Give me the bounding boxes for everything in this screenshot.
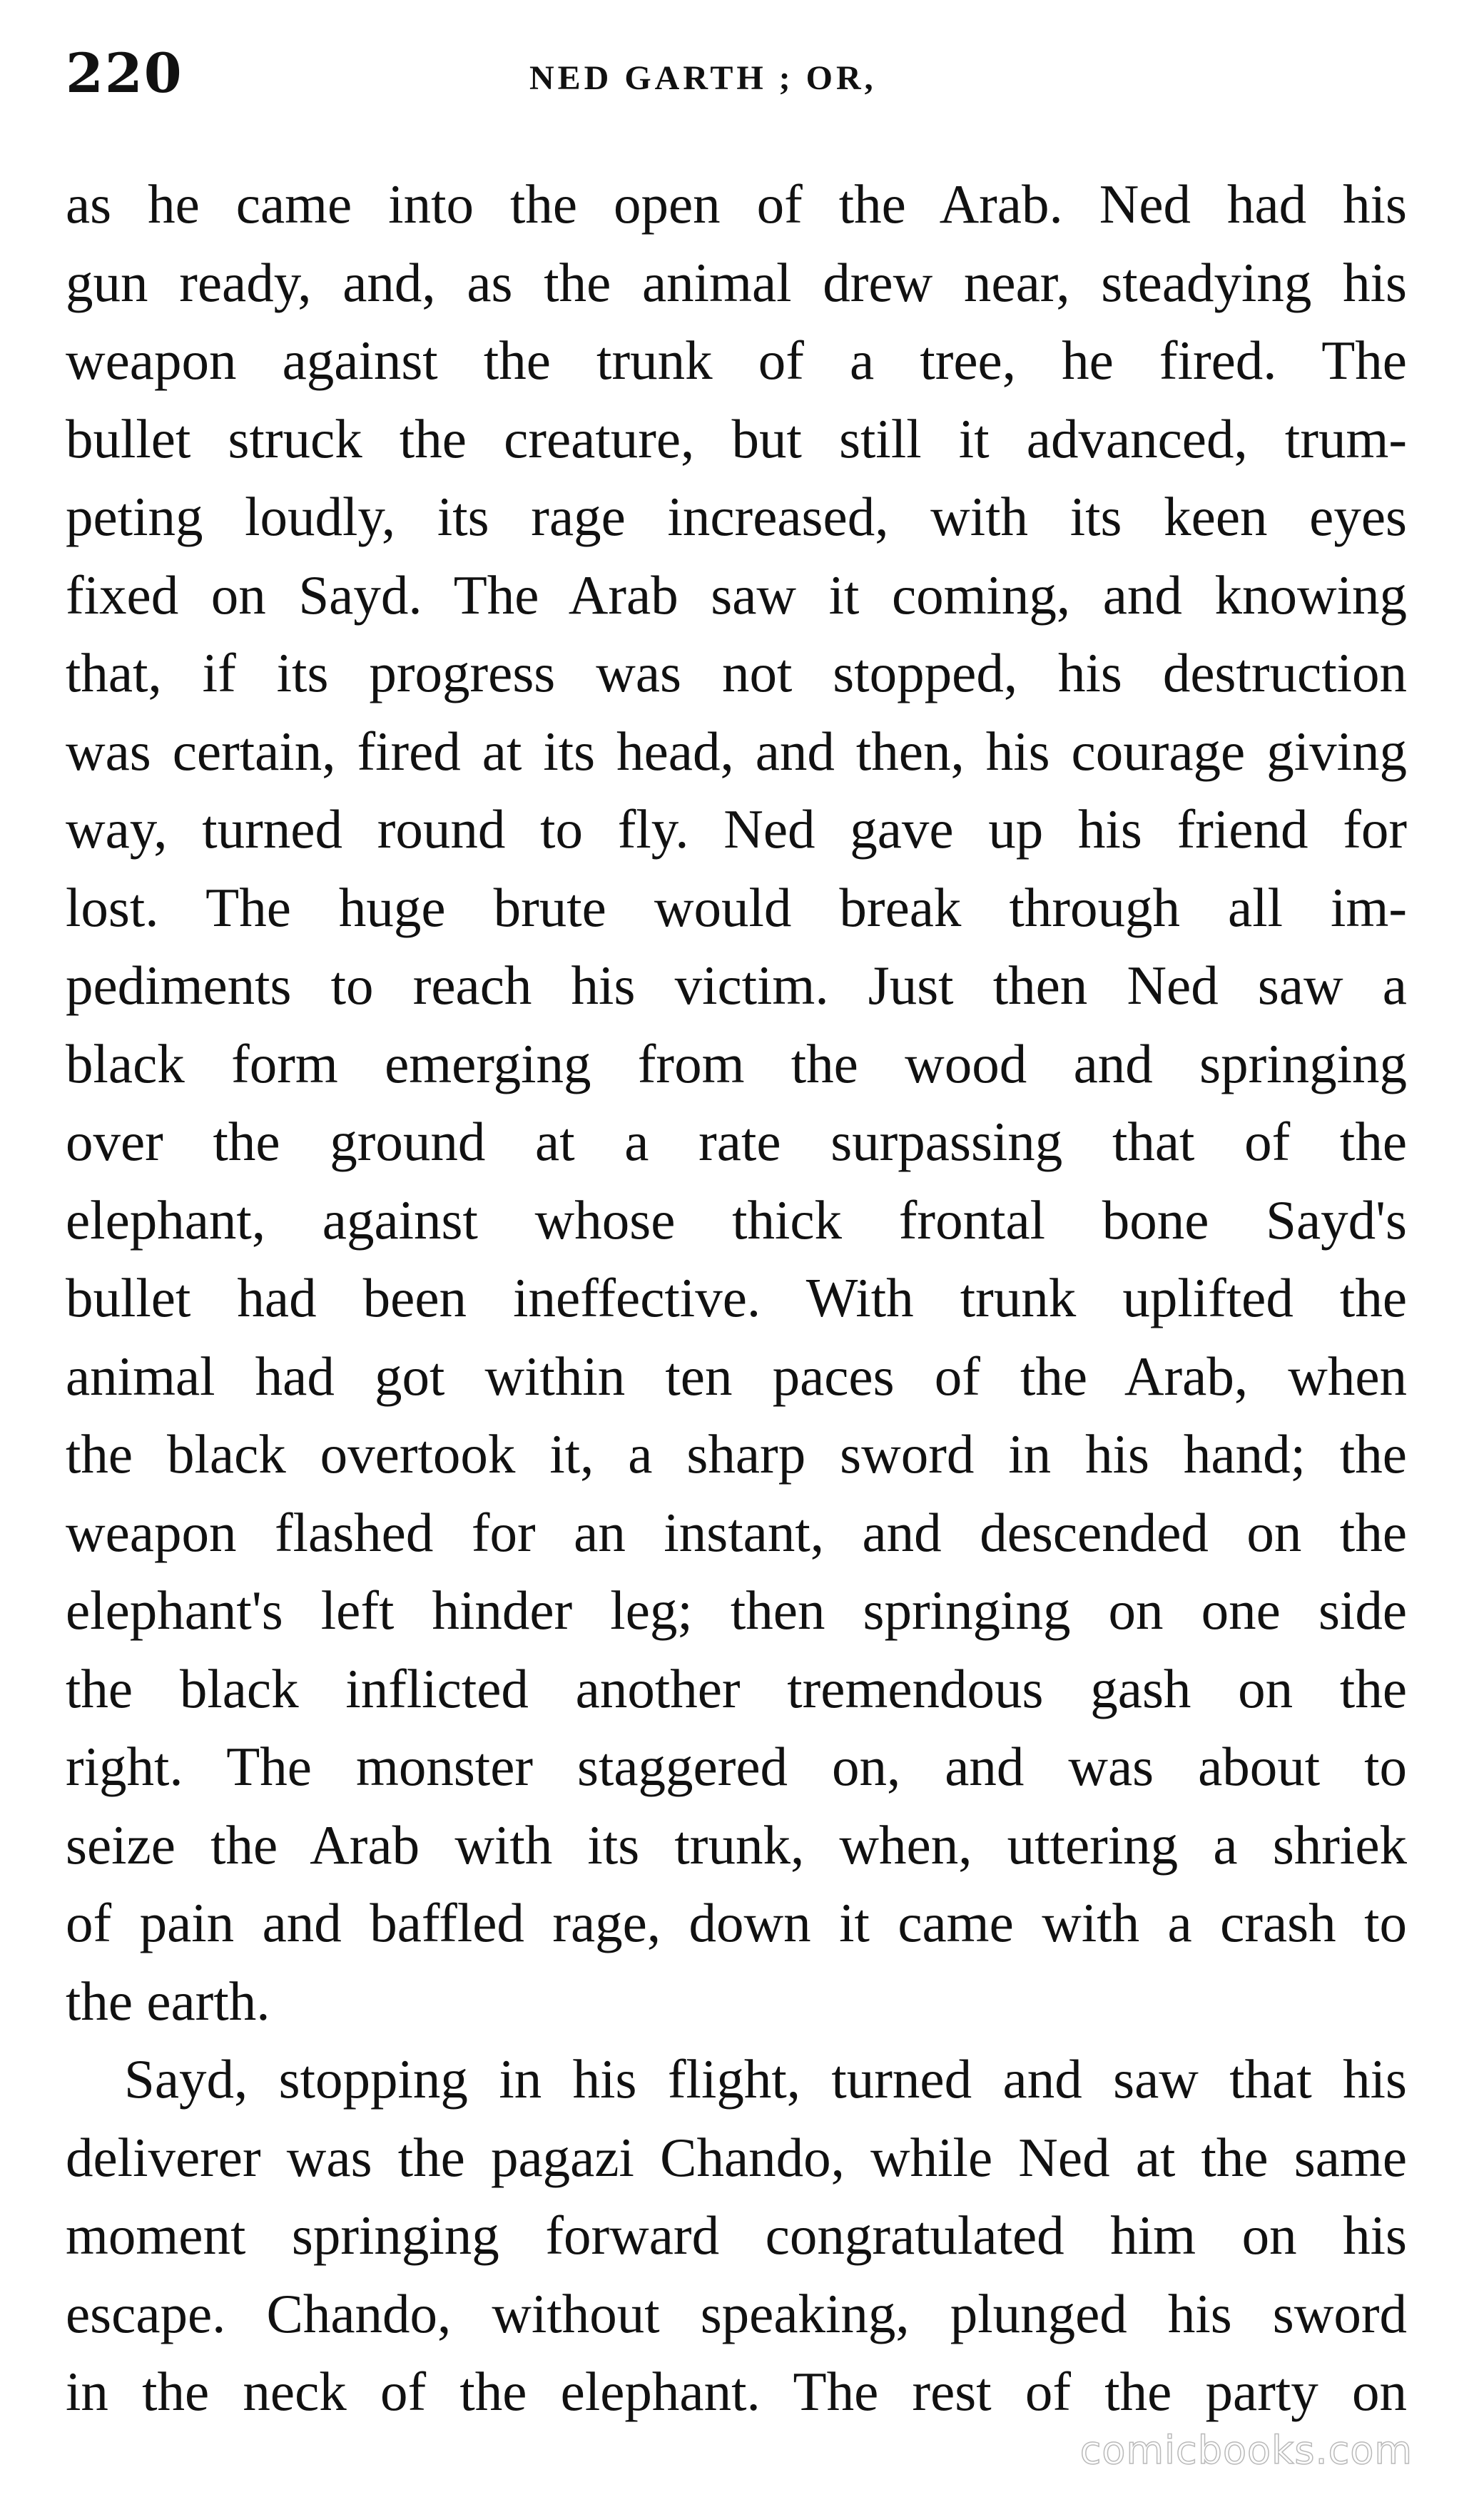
text-line: Sayd, stopping in his flight, turned and saw that his bbox=[124, 2048, 1407, 2110]
text-line: way, turned round to fly. Ned gave up his friend for bbox=[66, 798, 1407, 860]
text-line: escape. Chando, without speaking, plunged his sword bbox=[66, 2282, 1407, 2344]
text-line: animal had got within ten paces of the Arab, when bbox=[66, 1345, 1407, 1407]
text-line: of pain and baffled rage, down it came with a crash to bbox=[66, 1892, 1407, 1953]
paragraph-2 bbox=[66, 2040, 1407, 2431]
text-line: seize the Arab with its trunk, when, uttering a shriek bbox=[66, 1814, 1407, 1876]
text-line: elephant, against whose thick frontal bone Sayd's bbox=[66, 1189, 1407, 1251]
text-line: weapon against the trunk of a tree, he fired. The bbox=[66, 330, 1407, 391]
body-text bbox=[66, 166, 1407, 2431]
watermark-text: comicbooks.com bbox=[1079, 2428, 1413, 2473]
page-number: 220 bbox=[66, 41, 183, 105]
text-line: fixed on Sayd. The Arab saw it coming, and knowing bbox=[66, 564, 1407, 626]
text-line: black form emerging from the wood and springing bbox=[66, 1032, 1407, 1094]
running-head: NED GARTH ; OR, bbox=[529, 59, 877, 97]
text-line: bullet had been ineffective. With trunk uplifted the bbox=[66, 1267, 1407, 1328]
text-line: that, if its progress was not stopped, his destruction bbox=[66, 642, 1407, 703]
text-line: was certain, fired at its head, and then, his courage giving bbox=[66, 720, 1407, 782]
text-line: the black inflicted another tremendous gash on the bbox=[66, 1657, 1407, 1719]
text-line: the earth. bbox=[66, 1970, 270, 2032]
paragraph-1 bbox=[66, 166, 1407, 2040]
text-line: moment springing forward congratulated him on his bbox=[66, 2205, 1407, 2266]
text-line: pediments to reach his victim. Just then Ned saw a bbox=[66, 955, 1407, 1016]
text-line: gun ready, and, as the animal drew near, steadying his bbox=[66, 251, 1407, 313]
text-line: the black overtook it, a sharp sword in his hand; the bbox=[66, 1423, 1407, 1485]
text-line: deliverer was the pagazi Chando, while Ned at the same bbox=[66, 2126, 1407, 2188]
text-line: right. The monster staggered on, and was about to bbox=[66, 1736, 1407, 1797]
text-line: weapon flashed for an instant, and descended on the bbox=[66, 1501, 1407, 1563]
text-line: peting loudly, its rage increased, with its keen eyes bbox=[66, 486, 1407, 547]
text-line: bullet struck the creature, but still it advanced, trum- bbox=[66, 407, 1407, 469]
text-line: lost. The huge brute would break through all im- bbox=[66, 876, 1407, 938]
text-line: as he came into the open of the Arab. Ned had his bbox=[66, 173, 1407, 235]
text-line: in the neck of the elephant. The rest of the party on bbox=[66, 2361, 1407, 2422]
text-line: elephant's left hinder leg; then springing on one side bbox=[66, 1580, 1407, 1641]
page-header bbox=[66, 41, 1421, 120]
text-line: over the ground at a rate surpassing that of the bbox=[66, 1111, 1407, 1172]
